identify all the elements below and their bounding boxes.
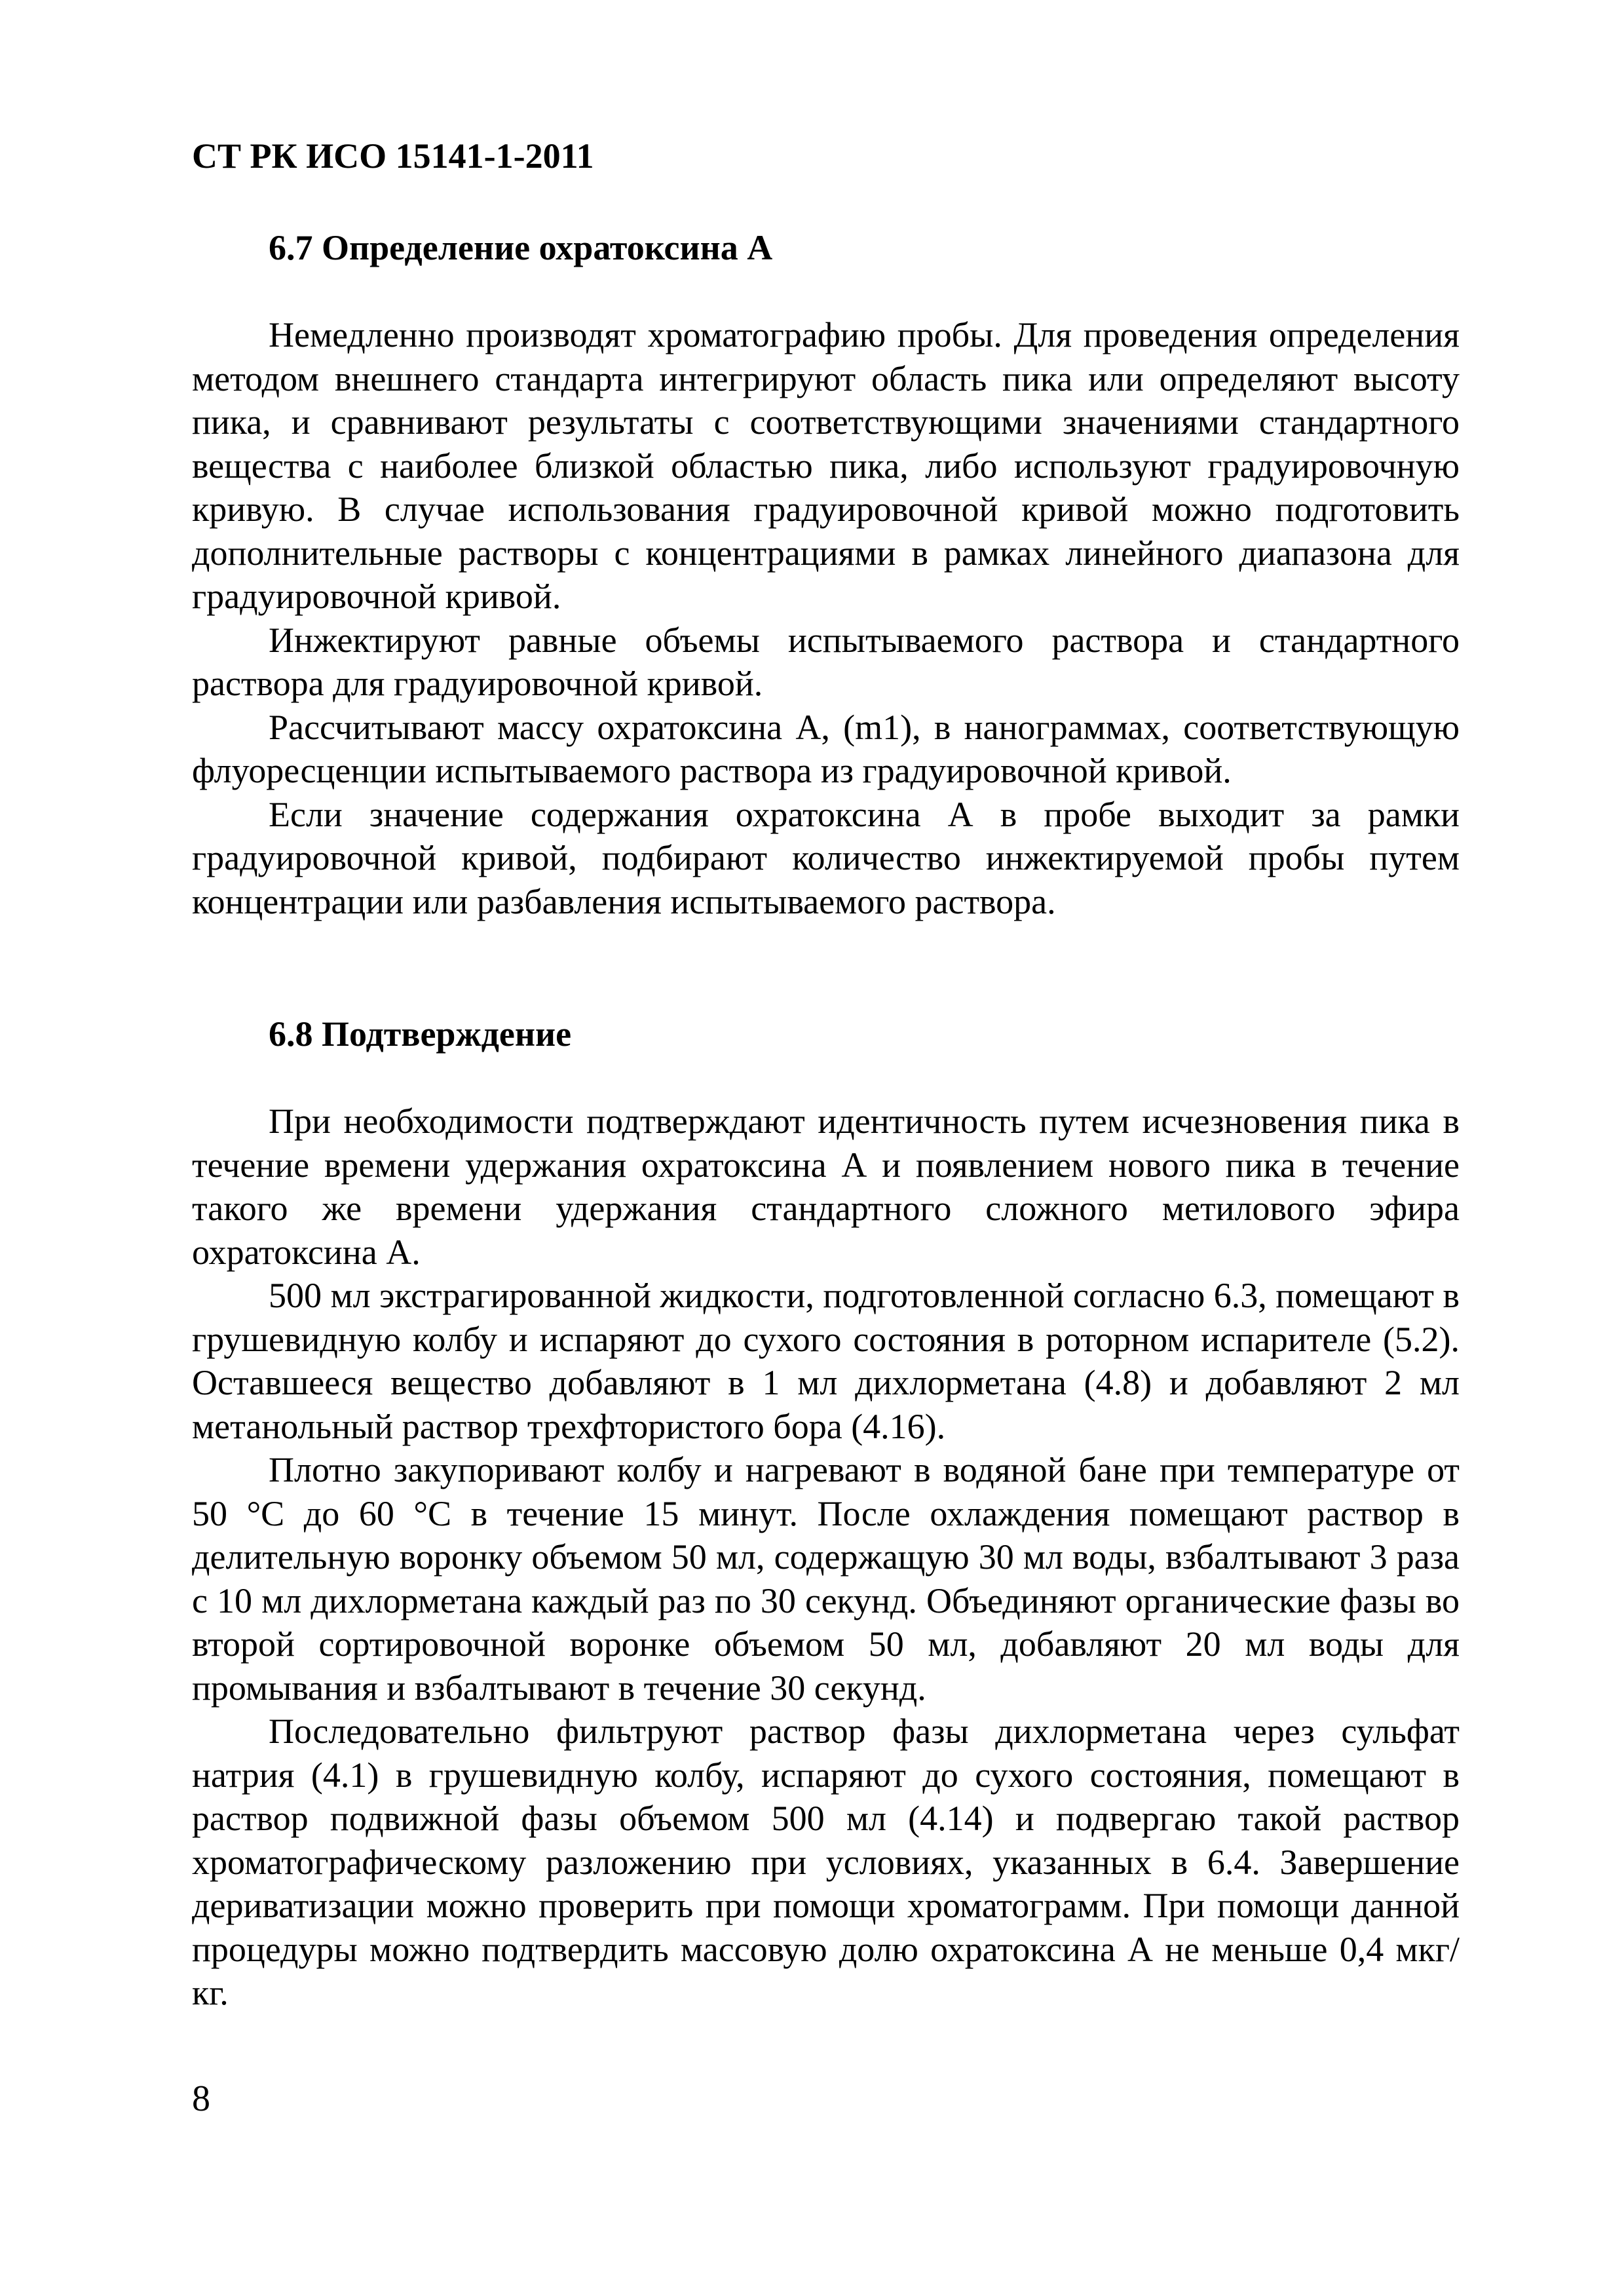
paragraph: Если значение содержания охратоксина А в пробе выходит за рамки градуировочной кривой, подбирают количество инжектируемой пробы путем концентрации или разбавления испытываемого раствора. — [192, 794, 1460, 921]
paragraph: Немедленно производят хроматографию пробы. Для проведения определения методом внешнего стандарта интегрируют область пика или определяют высоту пика, и сравнивают результаты с соответствующими значениями стандартного вещества с наиболее близкой областью пика, либо используют градуировочную кривую. В случае использования градуировочной кривой можно подготовить дополнительные растворы с концентрациями в рамках линейного диапазона для градуировочной кривой. — [192, 315, 1460, 616]
section-heading-6-7: 6.7 Определение охратоксина А — [269, 228, 773, 267]
paragraph: 500 мл экстрагированной жидкости, подготовленной согласно 6.3, помещают в грушевидную колбу и испаряют до сухого состояния в роторном испарителе (5.2). Оставшееся вещество добавляют в 1 мл дихлорметана (4.8) и добавляют 2 мл метанольный раствор трехфтористого бора (4.16). — [192, 1276, 1460, 1446]
section-body-6-7 — [192, 313, 1460, 923]
paragraph: Плотно закупоривают колбу и нагревают в водяной бане при температуре от 50 °С до 60 °С в течение 15 минут. После охлаждения помещают раствор в делительную воронку объемом 50 мл, содержащую 30 мл воды, взбалтывают 3 раза с 10 мл дихлорметана каждый раз по 30 секунд. Объединяют органические фазы во второй сортировочной воронке объемом 50 мл, добавляют 20 мл воды для промывания и взбалтывают в течение 30 секунд. — [192, 1450, 1460, 1708]
paragraph: Инжектируют равные объемы испытываемого раствора и стандартного раствора для градуировочной кривой. — [192, 620, 1460, 703]
paragraph: При необходимости подтверждают идентичность путем исчезновения пика в течение времени удержания охратоксина А и появлением нового пика в течение такого же времени удержания стандартного сложного метилового эфира охратоксина А. — [192, 1101, 1460, 1272]
section-heading-6-8: 6.8 Подтверждение — [269, 1014, 572, 1054]
paragraph: Рассчитывают массу охратоксина А, (m1), в нанограммах, соответствующую флуоресценции испытываемого раствора из градуировочной кривой. — [192, 707, 1460, 790]
section-body-6-8 — [192, 1100, 1460, 2015]
paragraph: Последовательно фильтруют раствор фазы дихлорметана через сульфат натрия (4.1) в грушевидную колбу, испаряют до сухого состояния, помещают в раствор подвижной фазы объемом 500 мл (4.14) и подвергаю такой раствор хроматографическому разложению при условиях, указанных в 6.4. Завершение дериватизации можно проверить при помощи хроматограмм. При помощи данной процедуры можно подтвердить массовую долю охратоксина А не меньше 0,4 мкг/кг. — [192, 1712, 1460, 2012]
page-number: 8 — [192, 2078, 210, 2119]
standard-code-header: СТ РК ИСО 15141-1-2011 — [192, 136, 594, 176]
